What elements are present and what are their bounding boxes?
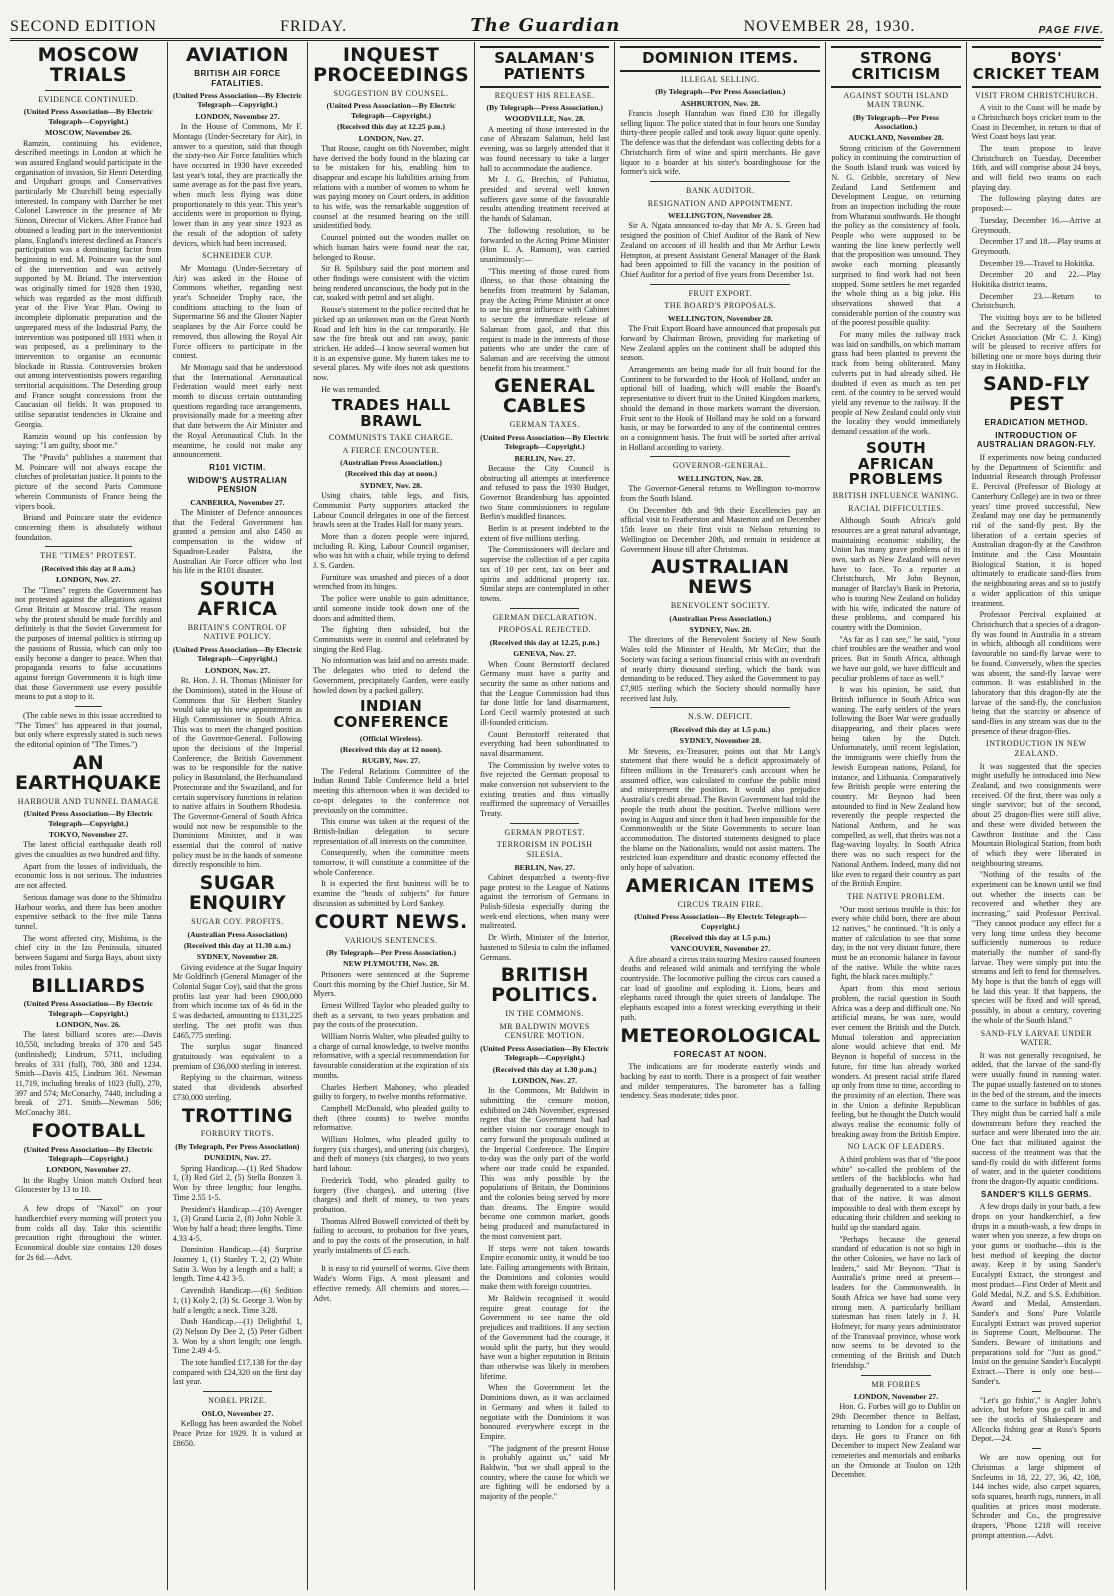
- dateline: LONDON, November 27.: [46, 1165, 131, 1175]
- headline: AN EARTHQUAKE: [15, 751, 162, 794]
- column-rule: [1032, 1391, 1041, 1392]
- article-paragraph: "Nothing of the results of the experiment can be known until we find out whether the insects can be recovered and whether they are increasing," said Professor Percival. "They cannot produce any effect for a very long time unless they become sufficiently numerous to reduce materially the number of sand-fly larvae. They were simply put into the streams and left to fend for themselves. My hope is that the batch of eggs will be laid this year. If that happens, the species will be fixed and will spread, possibly, in about a century, covering the whole of the South Island.": [971, 870, 1101, 1025]
- headline: SOUTH AFRICAN PROBLEMS: [848, 438, 944, 489]
- column-4: [475, 42, 615, 1590]
- column-rule: [1032, 1448, 1041, 1449]
- column-1: [10, 42, 168, 1590]
- article-paragraph: Kellogg has been awarded the Nobel Peace Prize for 1929. It is valued at £8650.: [172, 1419, 303, 1448]
- article-paragraph: Arrangements are being made for all fruit bound for the Continent to be forwarded to the Hook of Holland, under an optional bill of loading, which will enable the Board's representative to divert fruit to the United Kingdom markets, should the demand in those markets warrant the diversion. Fruit sent to the Hook of Holland may be sold on a forward basis, or may be forwarded to any of the continental centres on a consignment basis. The fruit will be sorted after arrival in Holland according to variety.: [620, 365, 821, 452]
- subheading: COMMUNISTS TAKE CHARGE.: [328, 432, 454, 442]
- article-paragraph: Because the City Council is obstructing all attempts at interference and refused to pass the 1930 Budget, Governor Brandenburg has appointed two State commissioners to regulate Berlin's muddled finances.: [480, 463, 610, 522]
- article-paragraph: William Norris Walter, who pleaded guilty to a charge of carnal knowledge, to twelve months reformative, with a special recommendation for favourable consideration at the expiration of six months.: [313, 1032, 469, 1080]
- subheading: AGAINST SOUTH ISLAND MAIN TRUNK.: [843, 90, 949, 110]
- article-paragraph: Francis Joseph Hanrahan was fined £30 for illegally selling liquor. The police stated that in four hours one Sunday thirty-three people called and took away liquor quite openly. The defence was that the defendant was collecting debts for a Christchurch firm of wine and spirit merchants. He gave liquor to a boarder at his sister's boardinghouse for the former's sick wife.: [620, 109, 821, 177]
- article-paragraph: When the Government let the Dominions down, as it was acclaimed in Germany and when it failed to negotiate with the Dominions it was honoured everywhere except in the Empire.: [480, 1383, 610, 1441]
- subheading: TERRORISM IN POLISH SILESIA.: [496, 840, 593, 860]
- article-paragraph: The team propose to leave Christchurch on Tuesday, December 16th, and will comprise about 24 boys, and will field two teams on each playing day.: [971, 143, 1101, 192]
- headline: TRADES HALL BRAWL: [331, 396, 451, 431]
- headline: BOYS' CRICKET TEAM: [972, 46, 1101, 88]
- column-rule: [650, 181, 790, 182]
- article-paragraph: The Minister of Defence announces that the Federal Government has granted a pension and also £450 as compensation to the widow of Squadron-Leader Palstra, the Australian Air Force officer who lost his life in the R101 disaster.: [172, 508, 303, 576]
- article-paragraph: Hon. G. Forbes will go to Dublin on 29th December thence to Belfast, returning to London for a couple of days. He goes to France on 6th December to inspect New Zealand war cemeteries and memorials and embarks on the Ormonde at Toulon on 12th December.: [831, 1402, 961, 1480]
- article-paragraph: Campbell McDonald, who pleaded guilty to theft (three counts) to twelve months reformative.: [313, 1103, 469, 1133]
- article-paragraph: The following resolution, to be forwarded to the Acting Prime Minister (Hon E. A. Ransom), was carried unanimously:—: [480, 225, 610, 264]
- headline: TROTTING: [181, 1104, 293, 1127]
- headline: FOOTBALL: [31, 1119, 146, 1142]
- article-paragraph: The visiting boys are to be billeted and the Secretary of the Southern Cricket Association (Mr C. J. King) will be pleased to receive offers for billeting one or more boys during their stay in Hokitika.: [971, 313, 1101, 371]
- article-paragraph: Tuesday, December 16.—Arrive at Greymouth.: [971, 215, 1101, 235]
- headline: MOSCOW TRIALS: [37, 44, 140, 86]
- dateline: AUCKLAND, November 28.: [848, 133, 944, 143]
- article-paragraph: Dominion Handicap.—(4) Surprise Journey 1, (1) Stanley T. 2, (2) White Satin 3. Won by a length and a half; a length. Time 4.42 3-5.: [172, 1245, 303, 1284]
- headline: SOUTH AFRICA: [197, 578, 278, 620]
- column-rule: [45, 90, 132, 91]
- dateline: SYDNEY, November 28.: [196, 952, 279, 962]
- article-paragraph: The Commission by twelve votes to five rejected the German proposal to make conversion not subservient to the existing treaties and thus virtually reaffirmed the supremacy of Versailles Treaty.: [480, 760, 610, 819]
- column-rule: [650, 284, 790, 285]
- subheading: SUGAR COY. PROFITS.: [191, 917, 284, 927]
- article-paragraph: For many miles the railway track was laid on sandhills, on which marram grass had been planted to prevent the track from being obliterated. Many culverts put in had already silted. He doubted if even as much as ten per cent. of the country to be served would yield any revenue to the railway. If the people of New Zealand could only visit the locality they would immediately demand cessation of the work.: [831, 330, 961, 437]
- subheading: RACIAL DIFFICULTIES.: [848, 503, 944, 513]
- dateline: WELLINGTON, Nov. 28.: [677, 473, 764, 483]
- wire-credit: (By Telegraph, Per Press Association): [175, 1142, 300, 1152]
- subheading: NOBEL PRIZE.: [208, 1396, 267, 1406]
- article-paragraph: Cabinet despatched a twenty-five page protest to the League of Nations against the terrorism of Germans in Polish-Silesia especially during the week-end elections, when many were maltreated.: [480, 872, 610, 931]
- article-paragraph: Charles Herbert Mahoney, who pleaded guilty to forgery, to twelve months reformative.: [313, 1082, 469, 1102]
- headline: METEOROLOGICAL: [620, 1024, 821, 1047]
- dateline: LONDON, November 27.: [195, 111, 280, 121]
- article-paragraph: Apart from this most serious problem, the racial question in South Africa was a deep and difficult one. No artificial means, he was sure, would ever cement the British and the Dutch. Mutual toleration and appreciation alone would achieve that end. Mr Beynon is hopeful of success in the future, for time has already worked wonders. At present racial strife flared up only from time to time, according to the proximity of an election. There was in the Union a definite Republican feeling, but he thought the Dutch would always realise the economic folly of breaking away from the British Empire.: [831, 984, 961, 1139]
- subheading: EVIDENCE CONTINUED.: [38, 94, 139, 104]
- article-paragraph: On December 8th and 9th their Excellencies pay an official visit to Featherston and Masterton and on December 15th leave on their first visit to Nelson returning to Wellington on December 20th, and remain in residence at Government House till after Christmas.: [620, 505, 821, 554]
- dateline: VANCOUVER, November 27.: [670, 944, 771, 954]
- wire-credit: (Australian Press Association.): [669, 613, 772, 623]
- wire-credit: (United Press Association—By Electric Telegraph—Copyright.): [480, 432, 610, 452]
- wire-credit: (Received this day at 12.25 p.m.): [337, 122, 445, 132]
- dateline: SYDNEY, Nov. 28.: [360, 480, 422, 490]
- subheading: SUGGESTION BY COUNSEL.: [333, 88, 449, 98]
- column-rule: [203, 1391, 272, 1392]
- wire-credit: (United Press Association—By Electric Telegraph—Copyright.): [326, 101, 456, 120]
- dateline: SYDNEY, November 28.: [679, 736, 762, 746]
- article-paragraph: The "Times" regrets the Government has not protested against the allegations against Great Britain at Moscow trial. The reason why the protest should be made forcibly and definitely is that the Soviet Government for the purposes of internal politics is stirring up the passions of Russia, which can only too easily become a danger to peace. When that propaganda resorts to false accusations against foreign Governments it is high time that those Government use every possible means to put a stop to it.: [15, 585, 162, 702]
- article-paragraph: Rouse's statement to the police recited that he picked up an unknown man on the Great North Road and left him in the car temporarily. He saw the fire break out and ran away, panic stricken. He added—I know several women but it is an expensive game. My harem takes me to several places. My wife does not ask questions now.: [313, 305, 469, 383]
- subheading: FRUIT EXPORT.: [688, 288, 753, 298]
- dateline: CANBERRA, November 27.: [190, 497, 285, 507]
- wire-credit: (Received this day at 1.5 p.m.): [670, 724, 771, 734]
- headline: INDIAN CONFERENCE: [333, 697, 449, 731]
- article-paragraph: Although South Africa's gold resources are a great natural advantage, maintaining economic stability, the Union has many grave problems of its own, such as New Zealand will never have to face. To a reporter at Christchurch, Mr John Beynon, manager of Barclay's Bank in Pretoria, who is touring New Zealand on holiday with his wife, indicated the nature of these problems, and compared his country with the Dominion.: [831, 516, 961, 632]
- article-paragraph: December 17 and 18.—Play teams at Greymouth.: [971, 237, 1101, 256]
- dateline: LONDON, Nov. 26.: [55, 1020, 121, 1030]
- subheading: ERADICATION METHOD.: [984, 418, 1089, 428]
- article-paragraph: Counsel pointed out the wooden mallet on which human hairs were found near the car, belonged to Rouse.: [313, 233, 469, 262]
- headline: DOMINION ITEMS.: [620, 46, 820, 72]
- wire-credit: (Received this day at 1.30 p.m.): [492, 1064, 597, 1074]
- article-paragraph: Furniture was smashed and pieces of a door wrenched from its hinges.: [313, 572, 469, 592]
- subheading: MR BALDWIN MOVES CENSURE MOTION.: [499, 1021, 590, 1041]
- article-paragraph: Apart from the losses of individuals, the economic loss is not serious. The industries are not affected.: [15, 861, 162, 891]
- wire-credit: (United Press Association—By Electric Telegraph—Copyright.): [172, 91, 302, 110]
- wire-credit: (United Press Association—By Electric Telegraph—Copyright.): [23, 1144, 153, 1164]
- article-paragraph: The "Pravda" publishes a statement that M. Poincare will not always escape the clutches of proletarian justice. It points to the picture of the second Paris Commune wherein Communists of France being the vipers book.: [15, 453, 162, 511]
- article-paragraph: The latest billiard scores are:—Davis 10,550, including breaks of 370 and 545 (unfinished); Lindrum, 5711, including breaks of 331 (full), 780, 380 and 1234. Smith—Davis 415, Lindrum 361. Newman 11,719, including breaks of 1023 (full), 270, 397 and 574; McConachy, 7440, including a break of 271. Smith—Newman 506; McConachy 381.: [15, 1030, 162, 1118]
- subheading: GERMAN TAXES.: [509, 420, 580, 430]
- subheading: MR FORBES: [871, 1379, 921, 1389]
- article-paragraph: Consequently, when the committee meets tomorrow, it will constitute a committee of the whole Conference.: [313, 848, 469, 877]
- subheading: FORECAST AT NOON.: [673, 1049, 767, 1059]
- headline: BILLIARDS: [31, 974, 146, 997]
- article-paragraph: December 19.—Travel to Hokitika.: [979, 258, 1095, 268]
- dateline: ASHBURTON, Nov. 28.: [680, 98, 761, 108]
- article-paragraph: In the Rugby Union match Oxford beat Gloucester by 13 to 10.: [15, 1175, 162, 1195]
- newspaper-columns: [10, 42, 1106, 1590]
- wire-credit: (By Telegraph—Per Press Association.): [853, 112, 939, 132]
- article-paragraph: A meeting of those interested in the case of Abrazam Salaman, held last evening, was so largely attended that it was found necessary to take a larger hall to accommodate the audience.: [480, 124, 610, 173]
- article-paragraph: Sir A. Ngata announced to-day that Mr A. S. Green had resigned the position of Chief Auditor of the Bank of New Zealand on account of ill health and that Mr Arthur Lewis Hempton, at present Assistant General Manager of the Bank had been appointed to fill the vacancy in the position of Chief Auditor for a period of five years from December 1st.: [620, 221, 821, 279]
- column-7: [967, 42, 1106, 1590]
- masthead: [10, 6, 1104, 41]
- article-paragraph: The police were unable to gain admittance, until someone inside took down one of the doors and admitted them.: [313, 594, 469, 623]
- subheading: GOVERNOR-GENERAL.: [672, 461, 768, 471]
- dateline: OSLO, November 27.: [201, 1408, 274, 1418]
- subheading: BRITISH INFLUENCE WANING.: [832, 491, 960, 501]
- article-paragraph: Cavendish Handicap.—(6) Sedition 1, (1) Koly 2, (3) St. George 3. Won by half a length; a neck. Time 3.28.: [172, 1286, 303, 1315]
- column-rule: [650, 456, 790, 457]
- column-rule: [861, 1375, 930, 1376]
- headline: STRONG CRITICISM: [831, 46, 960, 88]
- article-paragraph: Using chairs, table legs, and fists, Communist Party supporters attacked the Labour Council delegates in one of the fiercest brawls seen at the Trades Hall for many years.: [313, 491, 469, 530]
- wire-credit: (By Telegraph—Press Association.): [486, 103, 603, 113]
- article-paragraph: (The cable news in this issue accredited to "The Times" has appeared in that journal, but only where expressly stated is such news the editorial opinion of "The Times."): [15, 711, 162, 750]
- article-paragraph: Berlin is at present indebted to the extent of five millions sterling.: [480, 524, 610, 543]
- subheading: NO LACK OF LEADERS.: [847, 1142, 945, 1152]
- headline: GENERAL CABLES: [494, 375, 596, 418]
- column-5: [615, 42, 826, 1590]
- article-paragraph: The tote handled £17,138 for the day compared with £24,320 on the first day last year.: [172, 1358, 303, 1387]
- subheading: BANK AUDITOR.: [686, 185, 755, 195]
- column-rule: [45, 546, 132, 547]
- wire-credit: (Received this day at 12.25, p.m.): [489, 637, 600, 647]
- dateline: WELLINGTON, November 28.: [667, 211, 773, 221]
- subheading: BENEVOLENT SOCIETY.: [670, 601, 770, 611]
- headline: AVIATION: [185, 44, 289, 66]
- dateline: LONDON, Nov. 27.: [512, 1075, 578, 1085]
- wire-credit: (United Press Association—By Electric Telegraph—Copyright.): [480, 1043, 610, 1063]
- column-2: [168, 42, 308, 1590]
- wire-credit: (United Press Association—By Electric Telegraph—Copyright.): [23, 999, 153, 1018]
- dateline: RUGBY, Nov. 27.: [362, 756, 421, 766]
- article-paragraph: Mr Montagu said that he understood that the International Aeronautical Federation would meet early next month to discuss certain outstanding questions regarding race arrangements, provisionally made for a meeting after that date between the Air Minister and the Royal Aeronautical Club. In the meantime, he could not make any announcement.: [172, 362, 303, 460]
- article-paragraph: December 20 and 22.—Play Hokitika district teams.: [971, 270, 1101, 290]
- column-rule: [510, 823, 579, 824]
- subheading: THE BOARD'S PROPOSALS.: [664, 301, 777, 311]
- article-paragraph: Serious damage was done to the Shimidzu Harbour works, and there has been another expensive setback to the five mile Tanna tunnel.: [15, 892, 162, 931]
- article-paragraph: The indications are for moderate easterly winds and backing by east to north. There is a prospect of fair weather and milder temperatures. The barometer has a falling tendency. Seas moderate; tides poor.: [620, 1062, 821, 1101]
- article-paragraph: Count Bernstorff reiterated that everything had been subordinated to naval disarmament.: [480, 729, 610, 758]
- wire-credit: (United Press Association—By Electric Telegraph—Copyright.): [634, 912, 807, 931]
- article-paragraph: Mr Baldwin recognised it would require great courage for the Government to see name the old prejudices and traditions. If any section of the Government had the courage, it would split the party, but they would have won a higher reputation in Britain than otherwise was likely in members lifetime.: [480, 1294, 610, 1381]
- article-paragraph: It is expected the first business will be to examine the "heads of subjects" for future discussion as submitted by Lord Sankey.: [313, 879, 469, 908]
- column-3: [308, 42, 475, 1590]
- article-paragraph: Giving evidence at the Sugar Inquiry Mr Goldfinch (General Manager of the Colonial Sugar Coy), said that the gross profits last year had been £900,000 from which income tax of 4s 6d in the £ was deducted, amounting to £131,225 sterling. The net profit was thus £465,775 sterling.: [172, 962, 303, 1040]
- article-paragraph: "As far as I can see," he said, "your chief troubles are the weather and wool prices. But in South Africa, although we have our gold, we have difficult and peculiar problems of race as well.": [831, 634, 961, 683]
- subheading: INTRODUCTION IN NEW ZEALAND.: [986, 739, 1087, 759]
- column-rule: [510, 608, 579, 609]
- article-paragraph: Mr J. G. Brechin, of Pahiatua, presided and several well known sufferers gave some of the favourable results attending treatment received at the hands of Salaman.: [480, 175, 610, 224]
- article-paragraph: "The judgment of the present House is probably against us," said Mr Baldwin, "but we shall appeal to the country, where the cause for which we are fighting will be endorsed by a majority of the people.": [480, 1443, 610, 1502]
- article-paragraph: No information was laid and no arrests made. The delegates who tried to defend the Government, precipitately Garden, were easily howled down by a packed gallery.: [313, 656, 469, 695]
- subheading: THE NATIVE PROBLEM.: [847, 891, 945, 901]
- column-rule: [650, 707, 790, 708]
- article-paragraph: If experiments now being conducted by the Department of Scientific and Industrial Research through Professor E. Percival (Professor of Biology at Canterbury College) are in two or three years' time proved successful, New Zealand may one day be permanently rid of the sand-fly pest. By the liberation of a certain species of Australian dragon-fly at the Cawthron Institute and the Cass Mountain Biological Station, it is hoped ultimately to eradicate sand-flies from the neighbouring areas and so to justify a wider application of this unique treatment.: [971, 453, 1101, 608]
- dateline: BERLIN, Nov. 27.: [514, 453, 575, 463]
- article-paragraph: A visit to the Coast will be made by a Christchurch boys cricket team to the Coast in December, in return to that of West Coast boys last year.: [971, 103, 1101, 142]
- article-paragraph: Rt. Hon. J. H. Thomas (Minister for the Dominions), stated in the House of Commons that Sir Herbert Stanley would take up his new appointment as High Commissioner in South Africa. This was to meet the changed position of the Governor-General. Following upon the decisions of the Imperial Conference, the British Government was to be responsible for the native policy in Basutoland, the Bechuanaland Protectorate and the Swaziland, and for certain supervisory functions in relation to native affairs in Southern Rhodesia. The Governor-General of South Africa would not now be responsible to the Dominions Minister, and it was essential that the control of native policy must be in the hands of someone directly responsible to him.: [172, 676, 303, 870]
- article-paragraph: Dash Handicap.—(1) Delightful 1, (2) Nelson Dy Dee 2, (5) Peter Gilbert 3. Won by a short length; one length. Time 2.49 4-5.: [172, 1317, 303, 1356]
- article-paragraph: It was his opinion, he said, that British influence in South Africa was waning. The early settlers of the years following the Boer War were gradually disappearing, and their places were being taken by the Dutch. Unfortunately, until recent legislation, the immigrants were chiefly from the Jewish European nations, Poland, for instance, and Lithuania. Comparatively few British people were entering the country. Mr Beynon had been astounded to find in New Zealand how reverently the people respected the National Anthem, and he was compelled, as well, that theirs was not a flag-waving loyalty. In South Africa there was no such respect for the National Anthem. Indeed, many did not like even to regard their country as part of the British Empire.: [831, 685, 961, 889]
- wire-credit: (By Telegraph—Per Press Association.): [655, 87, 786, 97]
- subheading: WIDOW'S AUSTRALIAN PENSION: [187, 475, 288, 495]
- subheading: BRITISH AIR FORCE FATALITIES.: [194, 68, 281, 88]
- article-paragraph: Ramzin, continuing his evidence, described meetings in London at which he was assured England would participate in the organisation of invasion, Sir Henri Deterding and Urquhart groups and Conservatives particularly Mr Churchill being especially interested. In company with Darcher he met Colonel Lawrence in the presence of Mr Simon, Director of Vickers. After France had obtained a leading part in the interventionist plans, England's interest declined as France's participation was a dominating factor from beginning to end. M. Poincare was the soul of the intervention and was actively supported by M. Briand. The intervention was originally timed for 1928 then 1930, which was regarded as the most difficult year of the Five Year Plan. Owing to incomplete diplomatic preparation and the unprepared mess of the Industrial Party, the intervention was postponed till 1931 when it was proposed, as a preliminary to the intervention to organise an economic blockade in Russia. Controversies broken out among interventionists powers regarding territorial acquisitions. The Deterding group and France sought concessions from the Caucasian oil fields. It was proposed to utilise separatist tendencies in Ukraine and Georgia.: [15, 138, 162, 429]
- article-paragraph: "Our most serious trouble is this: for every white child born, there are about 12 natives," he continued. "It is only a matter of calculation to see that some day, in the not very distant future, there must be an economic balance in favour of the native. While the white races fight, the black races multiply.": [831, 904, 961, 982]
- subheading: PROPOSAL REJECTED.: [498, 625, 592, 635]
- article-paragraph: December 23.—Return to Christchurch.: [971, 291, 1101, 311]
- dateline: BERLIN, Nov. 27.: [514, 862, 575, 872]
- article-paragraph: It is easy to rid yourself of worms. Give them Wade's Worm Figs. A most pleasant and effective remedy. All chemists and stores.—Advt.: [313, 1264, 469, 1303]
- article-paragraph: The latest official earthquake death roll gives the casualties as two hundred and fifty.: [15, 840, 162, 860]
- article-paragraph: Briand and Poincare state the evidence concerning them is absolutely without foundation.: [15, 513, 162, 542]
- page-number: PAGE FIVE.: [1038, 25, 1104, 36]
- column-rule: [75, 706, 102, 707]
- article-paragraph: Mr Stevens, ex-Treasurer, points out that Mr Lang's statement that there would be a deficit approximately of fifteen millions in the Treasurer's cash account when he assumed office, was calculated to confuse the public mind and misrepresent the position. It would also prejudice Australia's credit abroad. The Bavin Government had told the people the truth about the position. Twelve millions were owing in August and since then it had been impossible for the Commonwealth or the State Governments to secure loan accommodation. The distorted statements designed to place the blame on the Nationalists, would not assist matters. The restricted loan expenditure and drastic economy effected the only hope of salvation.: [620, 746, 821, 873]
- day-label: FRIDAY.: [280, 18, 348, 35]
- headline: SALAMAN'S PATIENTS: [480, 46, 609, 88]
- headline: SAND-FLY PEST: [983, 373, 1090, 416]
- subheading: FORBURY TROTS.: [200, 1129, 275, 1139]
- wire-credit: (United Press Association—By Electric Telegraph—Copyright.): [23, 107, 153, 126]
- dateline: LONDON, Nov. 27.: [205, 665, 270, 675]
- article-paragraph: It was not generally recognised, he added, that the larvae of the sand-fly were usually found in running water. The pupae usually fastened on to stones in the bed of the stream, and the insects came to the surface in bubbles of gas. They might thus be carried half a mile downstream before they reached the surface and were liberated into the air. One fact that militated against the success of the treatment was that the sand-fly could do with different forms of water, and in the quieter conditions from the dragon-fly aquatic conditions.: [971, 1050, 1101, 1186]
- dateline: WOODVILLE, Nov. 28.: [504, 114, 585, 124]
- dateline: DUNEDIN, Nov. 27.: [203, 1153, 271, 1163]
- wire-credit: (United Press Association—By Electric Telegraph—Copyright.): [23, 809, 153, 828]
- article-paragraph: Thomas Alfred Boswell convicted of theft by failing to account, to probation for five years, and to pay the costs of the prosecution, in half yearly instalments of £5 each.: [313, 1216, 469, 1255]
- article-paragraph: "Perhaps because the general standard of education is not so high in the other Colonies, we have no lack of leaders," said Mr Beynon. "That is Australia's prime need at present—leaders for the Commonwealth. In South Africa we have had some very strong men. A particularly brilliant statesman has risen lately in J. H. Hofmeyr, for many years administrator of the Transvaal province, whose work now seems to be devoted to the cementing of the British and Dutch friendship.": [831, 1234, 961, 1370]
- article-paragraph: The Fruit Export Board have announced that proposals put forward by Chairman Brown, providing for marketing of New Zealand apples on the continent shall be adopted this season.: [620, 324, 821, 363]
- article-paragraph: He was remanded.: [321, 384, 382, 394]
- article-paragraph: In the House of Commons, Mr F. Montagu (Under-Secretary for Air), in answer to a question, said that though the sixty-two Air Force fatalities which have occurred in 1930 have exceeded last year's total, they are practically the same average as for the past five years, when much less flying was done proportionately to this year. This year's accidents were in proportion to flying, lower than in any year since 1923 as the result of the adoption of safety devices, which had been increased.: [172, 122, 303, 248]
- article-paragraph: Mr Montagu (Under-Secretary of Air) was asked in the House of Commons whether, regarding next year's Schneider Trophy race, the conditions attaching to the loan of Supermarine S6 and the Gloster Napier seaplanes by the Air Force could be removed, thus allowing the Royal Air Force officers to participate in the contest.: [172, 263, 303, 361]
- subheading: SAND-FLY LARVAE UNDER WATER.: [980, 1028, 1092, 1048]
- article-paragraph: Frederick Todd, who pleaded guilty to forgery (five charges), and uttering (five charges) and theft of money, to two years probation.: [313, 1175, 469, 1214]
- wire-credit: (Received this day at 8 a.m.): [41, 563, 136, 573]
- article-paragraph: The Commissioners will declare and supervise the collection of a per capita tax of 10 per cent, tax on beer and spirits and additional property tax. Similar steps are contemplated in other towns.: [480, 545, 610, 603]
- article-paragraph: The worst affected city, Mishima, is the chief city in the Izu Peninsula, situated between Sagami and Surga Bays, about sixty miles from Tokio.: [15, 933, 162, 972]
- wire-credit: (By Telegraph—Per Press Association.): [325, 948, 457, 958]
- newspaper-title: The Guardian: [470, 15, 621, 36]
- article-paragraph: In the Commons, Mr Baldwin in submitting the censure motion, exhibited on 24th November, expressed regret that the Government had had neither vision nor courage enough to carry forward the proposals outlined at the Imperial Conference. The Empire to-day was the only part of the world where our trade could be expanded. This was only possible by the populations of Britain, the Dominions and the colonies being served by more than dreams. The Empire would become one common market, goods being produced and manufactured in the most convenient part.: [480, 1086, 610, 1241]
- article-paragraph: William Holmes, who pleaded guilty to forgery (six charges), and uttering (six charges), and theft of moneys (six charges), to two years hard labour.: [313, 1135, 469, 1174]
- article-paragraph: The directors of the Benevolent Society of New South Wales told the Minister of Health, Mr McGirr, that the Society was facing a serious financial crisis with an overdraft of nearly thirty thousand sterling, which the bank was demanding to be reduced. They asked the Government to pay £7,905 sterling which the Society should normally have received last July.: [620, 635, 821, 703]
- article-paragraph: We are now opening out for Christmas a large shipment of Sncleums in 18, 22, 27, 36, 42, 108, 144 inches wide, also carpet squares, sofa squares, hearth rugs, runners, in all qualities at prices most moderate. Schroder and Co., the progressive drapers, 'Phone 1218 will receive prompt attention.—Advt.: [971, 1453, 1101, 1540]
- article-paragraph: When Count Bernstorff declared Germany must have a parity and security the same as other nations and that the League Commission had thus far done little for land disarmament, Lord Cecil warmly protested at such ill-founded criticism.: [480, 659, 610, 727]
- dateline: LONDON, Nov. 27.: [358, 133, 424, 143]
- article-paragraph: This course was taken at the request of the British-Indian delegation to secure representation of all interests on the committee.: [313, 817, 469, 846]
- dateline: LONDON, November 27.: [853, 1392, 939, 1402]
- article-paragraph: A few drops of "Naxol" on your handkerchief every morning will protect you from colds all day. Take this scientific precaution right throughout the winter. Economical double size contains 120 doses for 2s 6d.—Advt.: [15, 1204, 162, 1262]
- subheading: GERMAN DECLARATION.: [492, 612, 597, 622]
- article-paragraph: A third problem was that of "the poor white" so-called the problem of the settlers of the backblocks who had gradually degenerated to a state below that of the native. It was almost impossible to deal with them except by educating their children and seeking to build up the standard again.: [831, 1155, 961, 1232]
- article-paragraph: The following playing dates are proposed:—: [971, 194, 1101, 214]
- subheading: REQUEST HIS RELEASE.: [494, 90, 595, 100]
- wire-credit: (Received this day at 12 noon).: [340, 745, 442, 755]
- subheading: ILLEGAL SELLING.: [680, 74, 760, 84]
- subheading: HARBOUR AND TUNNEL DAMAGE: [17, 796, 159, 806]
- subheading: R101 VICTIM.: [209, 462, 266, 472]
- subheading: IN THE COMMONS.: [505, 1009, 585, 1019]
- dateline: TOKYO, November 27.: [48, 830, 128, 840]
- article-paragraph: Ramzin wound up his confession by saying: "I am guilty, shoot me.": [15, 431, 162, 451]
- dateline: LONDON, Nov. 27.: [55, 575, 121, 585]
- wire-credit: (Received this day at noon.): [345, 469, 438, 479]
- headline: AUSTRALIAN NEWS: [651, 556, 790, 599]
- article-paragraph: The Governor-General returns to Wellington to-morrow from the South Island.: [620, 484, 821, 504]
- article-paragraph: It was suggested that the species might usefully be introduced into New Zealand, and two consignments were received. Of the first, there was only a single survivor; but of the second, about 25 dragon-flies were still alive, and these were divided between the Cawthron Institute and the Cass Mountain Biological Station, from both of which they were liberated in neighbouring streams.: [971, 761, 1101, 868]
- dateline: SYDNEY, Nov. 28.: [689, 625, 752, 635]
- wire-credit: (Received this day at 1.5 p.m.): [670, 932, 771, 942]
- article-paragraph: "Let's go fishin'," is Angler John's advice, but before you go call in and see the stocks of Shakespeare and Allcocks fishing gear at Russ's Sports Depot.—24.: [971, 1395, 1101, 1444]
- subheading: BRITAIN'S CONTROL OF NATIVE POLICY.: [187, 622, 288, 642]
- subheading: A FIERCE ENCOUNTER.: [342, 445, 440, 455]
- headline: INQUEST PROCEEDINGS: [313, 44, 470, 86]
- article-paragraph: Spring Handicap.—(1) Red Shadow 1, (3) Red Girl 2, (5) Stella Bonzen 3. Won by three lengths; four lengths. Time 2.55 1-5.: [172, 1163, 303, 1202]
- article-paragraph: Sir B. Spilsbury said the post mortem and other findings were consistent with the victim being rendered unconscious, the body put in the car, soaked with petrol and set alight.: [313, 264, 469, 303]
- column-rule: [373, 1259, 409, 1260]
- article-paragraph: Replying to the chairman, witness stated that dividends absorbed £730,000 sterling.: [172, 1073, 303, 1102]
- article-paragraph: The Federal Relations Committee of the Indian Round Table Conference held a brief meeting this afternoon when it was decided to co-opt delegates to the conference not previously on the committee.: [313, 766, 469, 815]
- subheading: GERMAN PROTEST.: [504, 827, 585, 837]
- article-paragraph: Strong criticism of the Government policy in continuing the construction of the South Island trunk was voiced by N. G. Gribble, secretary of New Zealand Land Settlement and Development League, on returning from an inspection including the route from Wharanui southwards. He thought the policy as the consistency of fools. People who were supposed to be wanting the line knew perfectly well that the proposition was unsound. They awoke each morning pleasantly surprised to find work had not been stopped. Some settlers he met regarded the whole thing as a big joke. His observations showed that a considerable portion of the country was of the poorest possible quality.: [831, 143, 961, 328]
- dateline: GENEVA, Nov. 27.: [513, 649, 577, 659]
- article-paragraph: Ernest Wilfred Taylor who pleaded guilty to theft as a servant, to two years probation and pay the costs of the prosecution.: [313, 1000, 469, 1030]
- subheading: RESIGNATION AND APPOINTMENT.: [647, 198, 793, 208]
- subheading: VARIOUS SENTENCES.: [344, 935, 438, 945]
- dateline: WELLINGTON, November 28.: [667, 313, 773, 323]
- wire-credit: (Australian Press Association.): [340, 458, 442, 468]
- subheading: SCHNEIDER CUP.: [202, 251, 273, 261]
- article-paragraph: Prisoners were sentenced at the Supreme Court this morning by the Chief Justice, Sir M. Myers.: [313, 969, 469, 999]
- issue-date: NOVEMBER 28, 1930.: [743, 18, 916, 35]
- column-6: [826, 42, 966, 1590]
- edition-label: SECOND EDITION: [10, 18, 157, 35]
- subheading: THE "TIMES" PROTEST.: [40, 551, 137, 561]
- headline: SUGAR ENQUIRY: [188, 872, 286, 915]
- wire-credit: (Official Wireless).: [359, 733, 423, 743]
- wire-credit: (Australian Press Association): [187, 929, 288, 939]
- dateline: NEW PLYMOUTH, Nov. 28.: [342, 959, 440, 969]
- article-paragraph: A few drops daily in your bath, a few drops on your handkerchief, a few drops in a mouth-wash, a few drops in water when you sneeze, a few drops on your gums or toothache—this is the best method of keeping the doctor away. Keep it by using Sander's Eucalypti Extract, the strongest and most product—First Order of Merit and Gold Medal, N.Z. and S.S. Exhibition. Award and Medal, Amsterdam. Sander's and Sons' Pure Volatile Eucalypti Extract was proved superior in Supreme Court, Melbourne. The Sanders. Beware of imitations and preparations sold for "Just as good." Insist on the genuine Sander's Eucalypti Extract.—There is only one best—Sander's.: [971, 1202, 1102, 1386]
- article-paragraph: Professor Percival explained at Christchurch that a species of a dragon-fly was found in Australia in a stream in which, although all conditions were favourable no sand-fly larvae were to be found. Conversely, when the species was absent, the sand-fly larvae were common. It was established in the laboratory that this dragon-fly ate the larvae of the sand-fly, the conclusion being that the scarcity or absence of sand-flies in any stream was due to the presence of these dragon-flies.: [971, 610, 1101, 736]
- subheading: VISIT FROM CHRISTCHURCH.: [974, 90, 1098, 100]
- subheading: N.S.W. DEFICIT.: [688, 712, 753, 722]
- article-paragraph: That Rouse, caught on 6th November, might have derived the body found in the blazing car to be mistaken for his, enabling him to disappear and escape his liabilities arising from relations with a number of women to whom he was paying money on Court orders, in addition to his wife, was the remarkable suggestion of counsel at the resumed hearing on the still unidentified body.: [313, 143, 469, 231]
- article-paragraph: The fighting then subsided, but the Communists were in control and celebrated by singing the Red Flag.: [313, 625, 469, 654]
- article-paragraph: A fire aboard a circus train touring Mexico caused fourteen deaths and released wild animals and terrifying the whole countryside. The locomotive pulling the circus cars caused a car load of gasoline and exploding it. Lions, bears and elephants raced through the quiet streets of Jandalupe. The elephants escaped into a forest wrecking everything in their path.: [620, 954, 821, 1022]
- headline: COURT NEWS.: [314, 910, 468, 933]
- subheading: SANDER'S KILLS GERMS.: [981, 1189, 1092, 1199]
- column-rule: [75, 1199, 102, 1200]
- article-paragraph: More than a dozen people were injured, including R. King, Labour Council organiser, who was hit with a chair, while trying to defend J. S. Garden.: [313, 531, 469, 571]
- article-paragraph: The surplus sugar financed gratuitously was equivalent to a premium of £36,000 sterling in interest.: [172, 1042, 303, 1071]
- subheading: CIRCUS TRAIN FIRE.: [677, 899, 764, 909]
- article-paragraph: "This meeting of those cured from illness, so that those obtaining the benefits from treatment by Salaman, pray the Acting Prime Minister at once to use his great influence with Cabinet to secure the immediate release of Salaman from gaol, and that this request is made in the interests of those patients who are under the care of Salaman and are receiving the utmost benefit from his treatment.": [480, 266, 610, 373]
- article-paragraph: President's Handicap.—(10) Avenger 1, (3) Grand Lucia 2, (8) John Noble 3. Won by half a head; three lengths. Time 4.33 4-5.: [172, 1204, 303, 1243]
- wire-credit: (Received this day at 11.30 a.m.): [183, 940, 291, 950]
- wire-credit: (United Press Association—By Electric Telegraph—Copyright.): [172, 645, 302, 664]
- article-paragraph: If steps were not taken towards Empire economic unity, it would be too late. Failing arrangements with Britain, the Dominions and colonies would make them with foreign countries.: [480, 1243, 610, 1292]
- dateline: MOSCOW, November 26.: [45, 128, 132, 138]
- subheading: INTRODUCTION OF AUSTRALIAN DRAGON-FLY.: [976, 430, 1096, 450]
- article-paragraph: Dr Wirth, Minister of the Interior, hastened to Silesia to calm the inflamed Germans.: [480, 933, 610, 962]
- headline: AMERICAN ITEMS: [625, 874, 815, 897]
- headline: BRITISH POLITICS.: [491, 964, 599, 1007]
